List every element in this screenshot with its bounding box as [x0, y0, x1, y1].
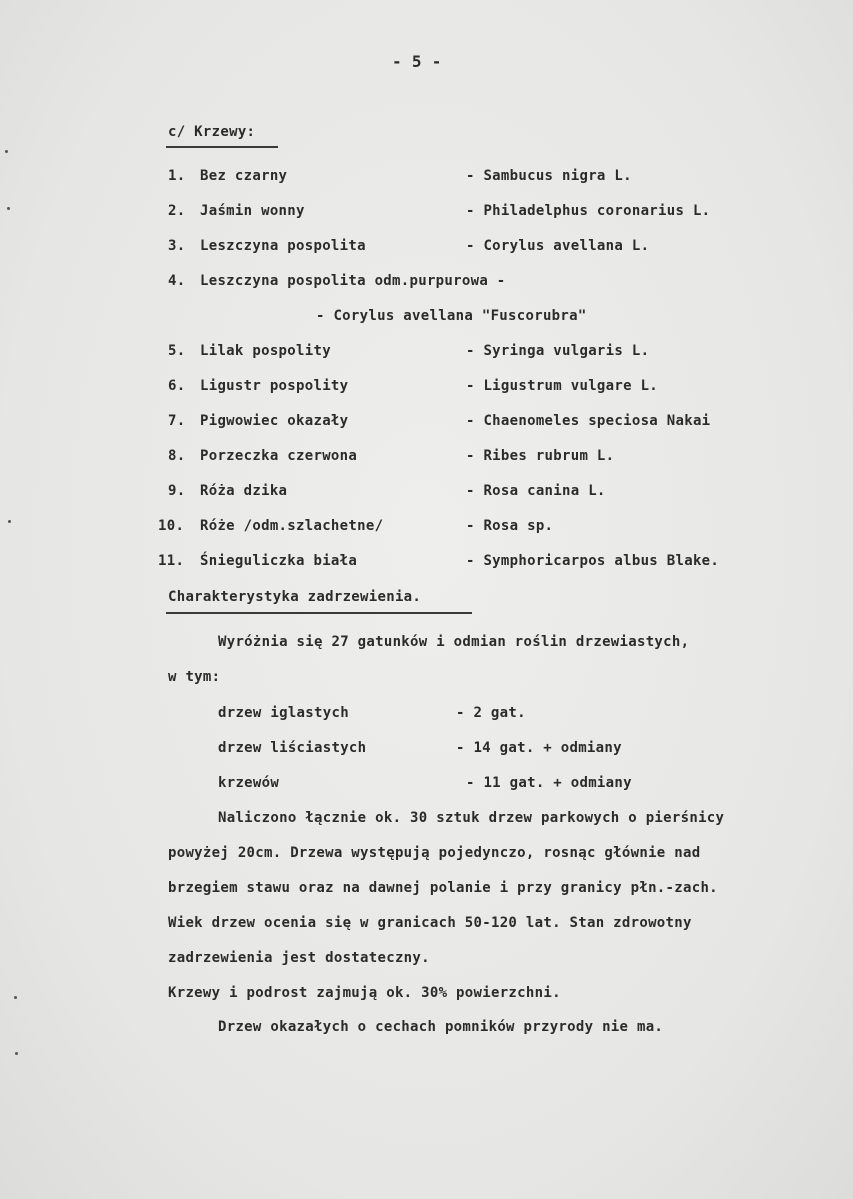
list-item-polish-name: Bez czarny	[200, 168, 288, 184]
paragraph-line: Drzew okazałych o cechach pomników przyrody nie ma.	[218, 1019, 664, 1035]
list-item-latin-name: - Ligustrum vulgare L.	[466, 378, 659, 394]
count-label: drzew liściastych	[218, 740, 367, 756]
paragraph-line: brzegiem stawu oraz na dawnej polanie i przy granicy płn.-zach.	[168, 880, 718, 896]
paragraph-line: zadrzewienia jest dostateczny.	[168, 950, 430, 966]
list-item-polish-name: Leszczyna pospolita	[200, 238, 366, 254]
paragraph-line: Wiek drzew ocenia się w granicach 50-120 lat. Stan zdrowotny	[168, 915, 692, 931]
scan-speck	[7, 207, 10, 210]
section-heading-characteristics: Charakterystyka zadrzewienia.	[168, 589, 422, 605]
list-item-latin-name: - Philadelphus coronarius L.	[466, 203, 711, 219]
list-item-latin-name-continued: - Corylus avellana "Fuscorubra"	[316, 308, 587, 324]
list-item-polish-name: Porzeczka czerwona	[200, 448, 358, 464]
count-value: - 2 gat.	[456, 705, 526, 721]
list-item-number: 10.	[158, 518, 185, 534]
list-item-number: 4.	[168, 273, 186, 289]
list-item-polish-name: Leszczyna pospolita odm.purpurowa -	[200, 273, 506, 289]
list-item-number: 7.	[168, 413, 186, 429]
list-item-polish-name: Jaśmin wonny	[200, 203, 305, 219]
paragraph-line: Wyróżnia się 27 gatunków i odmian roślin drzewiastych,	[218, 634, 690, 650]
scan-speck	[5, 150, 8, 153]
paragraph-line: powyżej 20cm. Drzewa występują pojedynczo, rosnąc głównie nad	[168, 845, 701, 861]
count-value: - 14 gat. + odmiany	[456, 740, 622, 756]
paragraph-line: w tym:	[168, 669, 221, 685]
list-item-number: 1.	[168, 168, 186, 184]
count-label: drzew iglastych	[218, 705, 349, 721]
list-item-latin-name: - Sambucus nigra L.	[466, 168, 632, 184]
list-item-number: 6.	[168, 378, 186, 394]
list-item-latin-name: - Ribes rubrum L.	[466, 448, 615, 464]
list-item-number: 11.	[158, 553, 185, 569]
scan-speck	[14, 996, 17, 999]
list-item-latin-name: - Corylus avellana L.	[466, 238, 650, 254]
list-item-polish-name: Róża dzika	[200, 483, 288, 499]
list-item-polish-name: Lilak pospolity	[200, 343, 331, 359]
page-number: - 5 -	[392, 52, 442, 71]
list-item-polish-name: Róże /odm.szlachetne/	[200, 518, 384, 534]
section-heading-shrubs: c/ Krzewy:	[168, 124, 256, 140]
heading-underline	[166, 612, 472, 614]
count-value: - 11 gat. + odmiany	[466, 775, 632, 791]
list-item-polish-name: Śnieguliczka biała	[200, 553, 358, 569]
list-item-number: 8.	[168, 448, 186, 464]
scan-speck	[15, 1052, 18, 1055]
list-item-latin-name: - Chaenomeles speciosa Nakai	[466, 413, 711, 429]
list-item-polish-name: Ligustr pospolity	[200, 378, 349, 394]
list-item-polish-name: Pigwowiec okazały	[200, 413, 349, 429]
paragraph-line: Naliczono łącznie ok. 30 sztuk drzew parkowych o pierśnicy	[218, 810, 725, 826]
list-item-latin-name: - Syringa vulgaris L.	[466, 343, 650, 359]
list-item-number: 2.	[168, 203, 186, 219]
list-item-number: 5.	[168, 343, 186, 359]
list-item-number: 9.	[168, 483, 186, 499]
list-item-latin-name: - Rosa sp.	[466, 518, 554, 534]
count-label: krzewów	[218, 775, 280, 791]
heading-underline	[166, 146, 278, 148]
scan-speck	[8, 520, 11, 523]
list-item-latin-name: - Symphoricarpos albus Blake.	[466, 553, 720, 569]
paragraph-line: Krzewy i podrost zajmują ok. 30% powierzchni.	[168, 985, 561, 1001]
list-item-latin-name: - Rosa canina L.	[466, 483, 606, 499]
list-item-number: 3.	[168, 238, 186, 254]
